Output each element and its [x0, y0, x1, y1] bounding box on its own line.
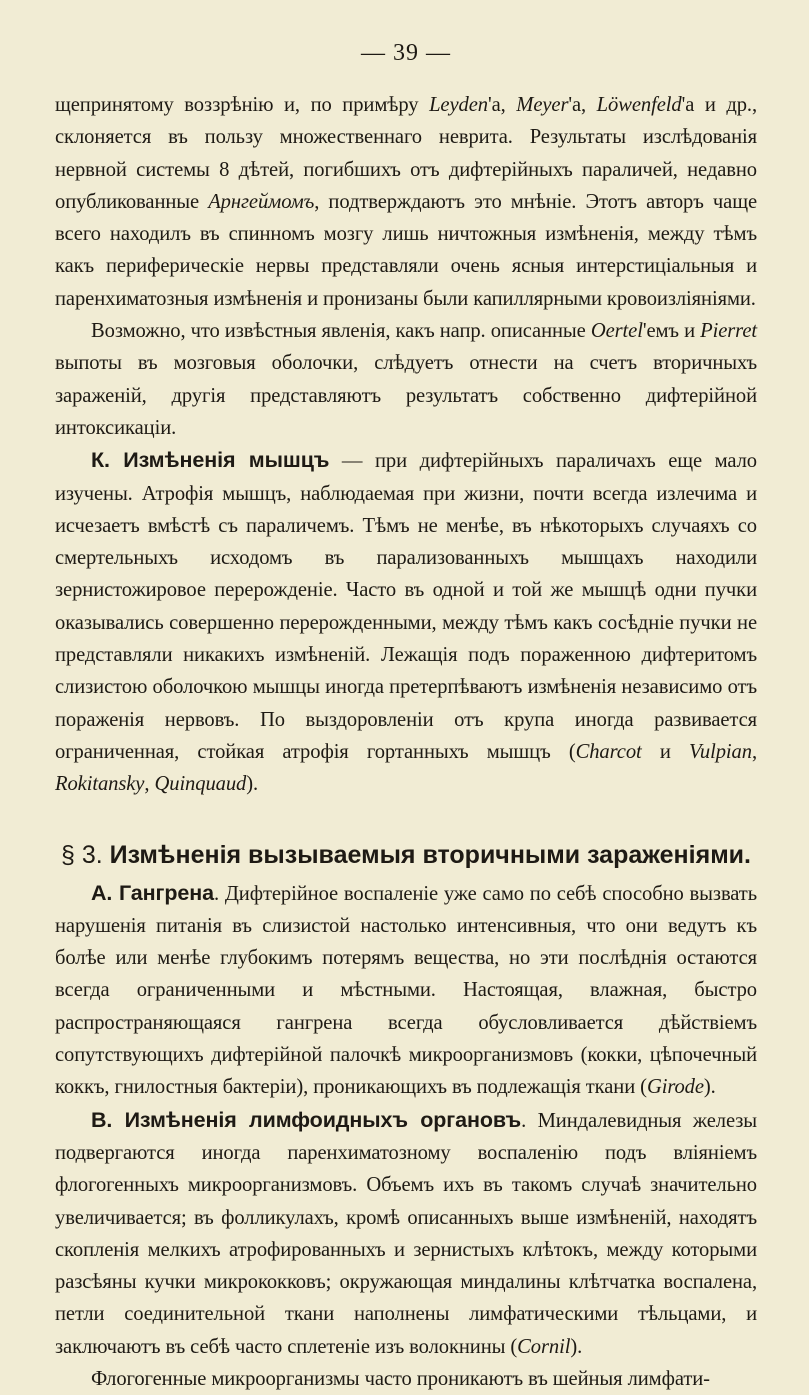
- author-name: Pierret: [700, 320, 757, 343]
- author-name: Арнгеймомъ: [208, 190, 315, 213]
- text: и: [641, 740, 689, 763]
- author-name: Leyden: [429, 94, 488, 116]
- text: . Миндалевидныя железы подвергаются иногда паренхиматозному воспаленію подъ вліяніемъ флогогенныхъ микроорганизмовъ. Объемъ ихъ въ такомъ случаѣ значительно увеличивается; въ фолликулахъ, кромѣ описанныхъ выше измѣненій, находятъ скопленія мелкихъ атрофированныхъ и зернистыхъ клѣтокъ, между которыми разсѣяны кучки микрококковъ; окружающая миндалины клѣтчатка воспалена, петли соединительной ткани наполнены лимфатическими тѣльцами, и заключаютъ въ себѣ часто сплетеніе изъ волокнины (: [55, 1109, 758, 1358]
- text: — при дифтерійныхъ параличахъ еще мало изучены. Атрофія мышцъ, наблюдаемая при жизни, почти всегда излечима и исчезаетъ вмѣстѣ съ параличемъ. Тѣмъ не менѣе, въ нѣкоторыхъ случаяхъ со смертельныхъ исходомъ въ парализованныхъ мышцахъ находили зернистожировое перерожденіе. Часто въ одной и той же мышцѣ одни пучки оказывались совершенно перерожденными, между тѣмъ какъ сосѣдніе пучки не представляли никакихъ измѣненій. Лежащія подъ пораженною дифтеритомъ слизистою оболочкою мышцы иногда претерпѣваютъ измѣненія независимо отъ пораженія нервовъ. По выздоровленіи отъ крупа иногда развивается ограниченная, стойкая атрофія гортанныхъ мышцъ (: [55, 450, 758, 763]
- page-number: — 39 —: [361, 40, 451, 66]
- text: ).: [703, 1076, 716, 1099]
- text: ).: [246, 773, 259, 796]
- text: , подтверждаютъ это мнѣніе. Этотъ авторъ чаще всего находилъ въ спинномъ мозгу лишь ничтожныя измѣненія, между тѣмъ какъ периферическіе нервы представляли очень ясныя интерстиціальныя и паренхиматозныя измѣненія и пронизаны были капиллярными кровоизліяніями.: [55, 190, 758, 310]
- section-number: § 3.: [60, 840, 103, 869]
- text: 'а,: [487, 94, 517, 116]
- text: Флогогенные микроорганизмы часто проникаютъ въ шейныя лимфати-: [91, 1367, 710, 1390]
- text: 'а,: [568, 94, 597, 116]
- paragraph-gangrene: [55, 877, 757, 1104]
- author-name: Charcot: [575, 740, 642, 763]
- text: щепринятому воззрѣнію и, по примѣру: [55, 94, 430, 116]
- author-name: Löwenfeld: [596, 94, 682, 116]
- section-title: Измѣненія вызываемыя вторичными зараженіями.: [109, 840, 751, 869]
- subsection-heading: К. Измѣненія мышцъ: [91, 448, 330, 473]
- author-name: Vulpian: [688, 740, 752, 763]
- paragraph-continued: [55, 1363, 757, 1395]
- text: выпоты въ мозговыя оболочки, слѣдуетъ отнести на счетъ вторичныхъ зараженій, другія представляютъ результатъ собственно дифтерійной интоксикаціи.: [55, 352, 757, 439]
- subsection-heading: В. Измѣненія лимфоидныхъ органовъ: [91, 1107, 522, 1132]
- author-name: Quinquaud: [154, 773, 247, 796]
- section-heading: [55, 839, 757, 871]
- text: 'а и др., склоняется въ пользу множественнаго неврита. Результаты изслѣдованія нервной системы 8 дѣтей, погибшихъ отъ дифтерійныхъ параличей, недавно опубликованные: [55, 94, 758, 213]
- paragraph-neuritis: [55, 89, 757, 315]
- author-name: Girode: [646, 1076, 704, 1099]
- text: ,: [751, 740, 757, 763]
- paragraph-lymphoid: [55, 1104, 757, 1363]
- author-name: Rokitansky: [55, 773, 145, 796]
- text: ,: [144, 773, 155, 796]
- author-name: Cornil: [517, 1335, 571, 1358]
- text: 'емъ и: [642, 320, 701, 343]
- paragraph-meninges: [55, 315, 757, 444]
- author-name: Meyer: [516, 94, 569, 116]
- text: ).: [570, 1335, 583, 1358]
- author-name: Oertel: [590, 320, 643, 343]
- subsection-heading: А. Гангрена: [91, 880, 214, 905]
- text: Возможно, что извѣстныя явленія, какъ напр. описанные: [91, 320, 591, 343]
- text: . Дифтерійное воспаленіе уже само по себѣ способно вызвать нарушенія питанія въ слизистой настолько интенсивныя, что они ведутъ къ болѣе или менѣе глубокимъ потерямъ вещества, но эти послѣднія остаются всегда ограниченными и мѣстными. Настоящая, влажная, быстро распространяющаяся гангрена всегда обусловливается дѣйствіемъ сопутствующихъ дифтерійной палочкѣ микроорганизмовъ (кокки, цѣпочечный коккъ, гнилостныя бактеріи), проникающихъ въ подлежащія ткани (: [55, 882, 757, 1099]
- paragraph-muscles: [55, 444, 757, 800]
